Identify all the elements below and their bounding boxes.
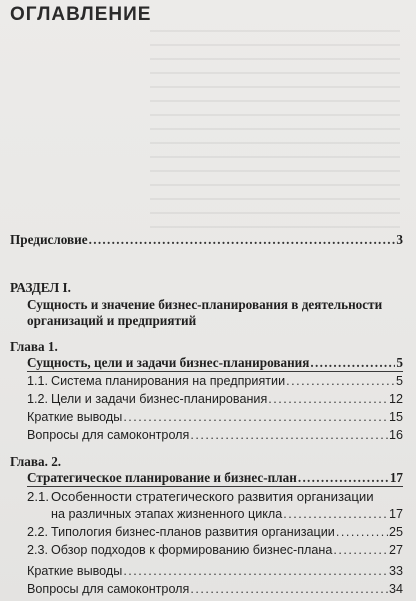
dot-leader [310,355,395,371]
toc-entry-chapter1-summary[interactable] [27,409,403,425]
toc-entry-2-3[interactable] [27,542,403,558]
toc-entry-chapter1[interactable] [27,355,403,371]
section-title-line1: Сущность и значение бизнес-планирования в деятельности [27,297,383,312]
summary-page: 15 [388,410,403,424]
item-title: Типология бизнес-планов развития организации [51,525,335,539]
chapter1-page: 5 [396,355,403,370]
dot-leader [283,506,388,522]
dot-leader [336,524,388,540]
item-number: 1.2. [27,392,49,406]
item-title-line2: на различных этапах жизненного цикла [51,507,283,521]
summary-label: Краткие выводы [27,410,123,424]
chapter2-underline [27,486,403,487]
summary-page: 33 [388,564,403,578]
chapter2-page: 17 [389,470,403,485]
dot-leader [190,581,388,597]
item-page: 25 [388,525,403,539]
preface-page: 3 [396,232,403,247]
item-number: 1.1. [27,374,49,388]
chapter2-title: Стратегическое планирование и бизнес-план [27,470,297,485]
questions-page: 34 [388,582,403,596]
toc-entry-chapter1-questions[interactable] [27,427,403,443]
item-number: 2.2. [27,525,49,539]
toc-entry-preface[interactable] [10,232,403,248]
summary-label: Краткие выводы [27,564,123,578]
toc-entry-1-2[interactable] [27,391,403,407]
toc-entry-2-2[interactable] [27,524,403,540]
item-title-line1: Особенности стратегического развития организации [51,489,374,504]
toc-entry-chapter2-questions[interactable] [27,581,403,597]
page-title: ОГЛАВЛЕНИЕ [10,4,152,25]
item-page: 12 [388,392,403,406]
chapter2-label: Глава. 2. [10,454,62,469]
item-number: 2.1. [27,489,49,504]
toc-entry-2-1-line2[interactable] [51,506,403,522]
dot-leader [190,427,388,443]
item-title: Обзор подходов к формированию бизнес-плана [51,543,333,557]
questions-label: Вопросы для самоконтроля [27,428,190,442]
section-title-line2: организаций и предприятий [27,313,197,328]
toc-entry-chapter2[interactable] [27,470,403,486]
dot-leader [298,470,389,486]
dot-leader [89,232,396,248]
bleed-through-texture [150,30,400,230]
chapter1-title: Сущность, цели и задачи бизнес-планирования [27,355,310,370]
item-page: 17 [388,507,403,521]
dot-leader [286,373,395,389]
dot-leader [333,542,388,558]
preface-label: Предисловие [10,232,88,247]
chapter1-underline [27,371,403,372]
item-title: Цели и задачи бизнес-планирования [51,392,268,406]
item-page: 27 [388,543,403,557]
questions-label: Вопросы для самоконтроля [27,582,190,596]
toc-entry-2-1-line1[interactable] [27,488,374,505]
item-title: Система планирования на предприятии [51,374,286,388]
toc-entry-1-1[interactable] [27,373,403,389]
item-number: 2.3. [27,543,49,557]
item-page: 5 [395,374,403,388]
chapter1-label: Глава 1. [10,339,58,354]
dot-leader [123,409,388,425]
dot-leader [123,563,388,579]
dot-leader [268,391,388,407]
questions-page: 16 [388,428,403,442]
toc-entry-chapter2-summary[interactable] [27,563,403,579]
section-label: РАЗДЕЛ I. [10,280,71,295]
